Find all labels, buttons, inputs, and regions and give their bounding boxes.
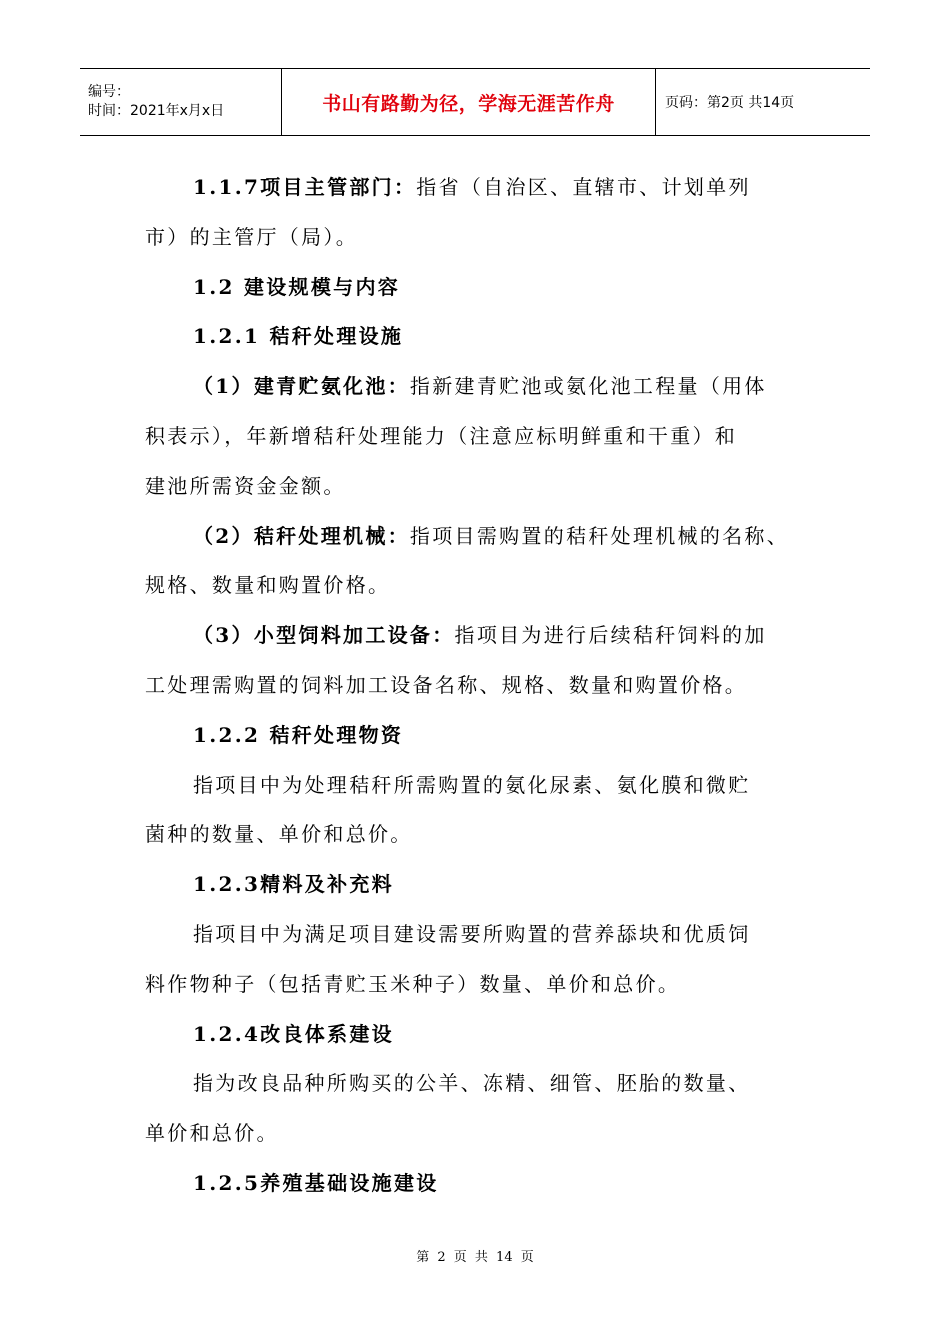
body-line-text: 指项目中为满足项目建设需要所购置的营养舔块和优质饲 [193,921,751,946]
body-line [145,163,805,213]
body-line [145,312,805,362]
body-line-text: 单价和总价。 [145,1121,279,1146]
body-line [145,1010,805,1060]
document-body [145,163,805,1209]
body-line [145,611,805,661]
body-line-heading: 1.2.4改良体系建设 [193,1021,394,1046]
body-line-heading: 1.2.3精料及补充料 [193,872,394,897]
body-line-text: 指省（自治区、直辖市、计划单列 [416,175,751,199]
document-date: 时间：2021年x月x日 [88,103,225,119]
body-line [145,213,805,263]
body-line [145,711,805,761]
body-line-text: 建池所需资金金额。 [145,473,346,498]
body-line-heading: 1.1.7项目主管部门： [193,175,417,199]
body-line [145,512,805,562]
body-line-text: 指项目为进行后续秸秆饲料的加 [454,623,767,648]
footer-page-number: 第 2 页 共 14 页 [416,1250,534,1265]
body-line-heading: 1.2.5养殖基础设施建设 [193,1170,439,1195]
body-line-text: 指新建青贮池或氨化池工程量（用体 [409,374,767,399]
body-line-text: 料作物种子（包括青贮玉米种子）数量、单价和总价。 [145,971,681,996]
body-line-text: 市）的主管厅（局）。 [145,224,358,249]
body-line [145,561,805,611]
body-line-heading: （2）秸秆处理机械： [193,523,410,548]
body-line-text: 菌种的数量、单价和总价。 [145,822,413,847]
body-line-heading: （3）小型饲料加工设备： [193,623,455,648]
body-line-heading: 1.2.2 秸秆处理物资 [193,722,404,747]
body-line [145,1109,805,1159]
header-motto-cell [282,69,656,135]
body-line [145,1159,805,1209]
body-line [145,761,805,811]
page-footer [0,1246,950,1265]
body-line [145,412,805,462]
body-line [145,462,805,512]
body-line-text: 工处理需购置的饲料加工设备名称、规格、数量和购置价格。 [145,672,748,697]
body-line-text: 指项目中为处理秸秆所需购置的氨化尿素、氨化膜和微贮 [193,772,751,797]
header-meta [80,69,282,135]
body-line [145,362,805,412]
page-info-text: 页码：第2页 共14页 [665,95,795,111]
page-header [80,68,870,136]
body-line [145,661,805,711]
body-line-text: 规格、数量和购置价格。 [145,573,391,598]
body-line-heading: （1）建青贮氨化池： [193,374,410,399]
body-line [145,263,805,313]
body-line [145,960,805,1010]
body-line [145,810,805,860]
header-motto: 书山有路勤为径，学海无涯苦作舟 [322,92,615,115]
body-line-text: 指项目需购置的秸秆处理机械的名称、 [409,523,790,548]
header-page-info [656,69,870,135]
body-line-text: 指为改良品种所购买的公羊、冻精、细管、胚胎的数量、 [193,1071,751,1096]
document-number-label: 编号： [88,84,130,100]
body-line [145,860,805,910]
body-line-heading: 1.2 建设规模与内容 [193,274,401,299]
body-line [145,1059,805,1109]
body-line-heading: 1.2.1 秸秆处理设施 [193,324,404,349]
body-line-text: 积表示），年新增秸秆处理能力（注意应标明鲜重和干重）和 [145,423,738,448]
body-line [145,910,805,960]
